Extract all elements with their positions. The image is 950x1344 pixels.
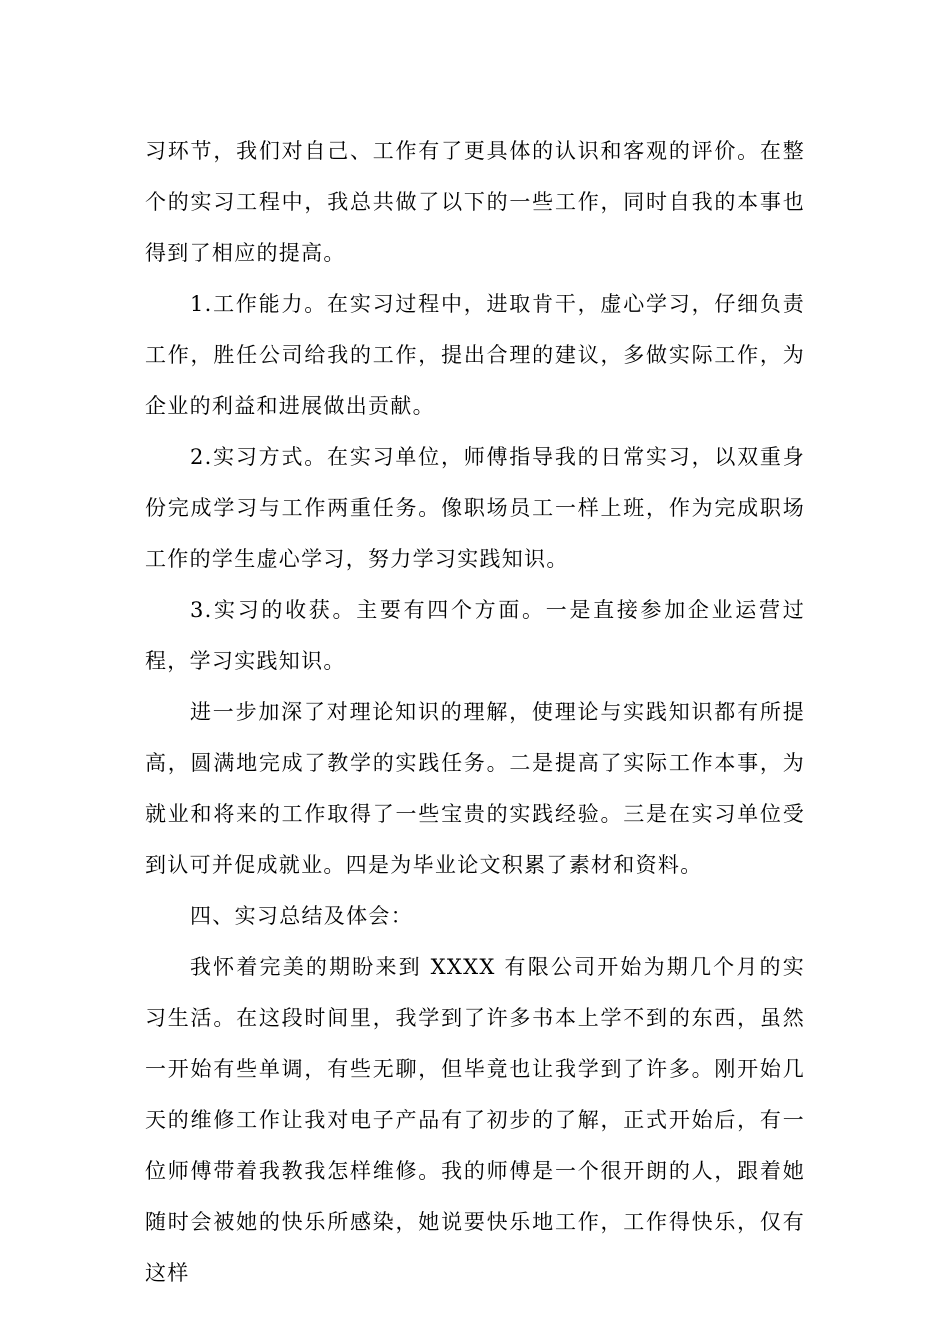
section-heading-summary: 四、实习总结及体会： [190,904,413,928]
document-body [145,126,805,1299]
paragraph-further-understanding: 进一步加深了对理论知识的理解，使理论与实践知识都有所提高，圆满地完成了教学的实践任务。二是提高了实际工作本事，为就业和将来的工作取得了一些宝贵的实践经验。三是在实习单位受到认可并促成就业。四是为毕业论文积累了素材和资料。 [145,700,805,877]
paragraph-internship-gains: 3.实习的收获。主要有四个方面。一是直接参加企业运营过程，学习实践知识。 [145,598,805,673]
paragraph-internship-method: 2.实习方式。在实习单位，师傅指导我的日常实习，以双重身份完成学习与工作两重任务。像职场员工一样上班，作为完成职场工作的学生虚心学习，努力学习实践知识。 [145,445,805,571]
paragraph-work-ability: 1.工作能力。在实习过程中，进取肯干，虚心学习，仔细负责工作，胜任公司给我的工作，提出合理的建议，多做实际工作，为企业的利益和进展做出贡献。 [145,292,805,418]
paragraph-experience: 我怀着完美的期盼来到 XXXX 有限公司开始为期几个月的实习生活。在这段时间里，我学到了许多书本上学不到的东西，虽然一开始有些单调，有些无聊，但毕竟也让我学到了许多。刚开始几天的维修工作让我对电子产品有了初步的了解，正式开始后，有一位师傅带着我教我怎样维修。我的师傅是一个很开朗的人，跟着她随时会被她的快乐所感染，她说要快乐地工作，工作得快乐，仅有这样 [145,955,805,1285]
paragraph-intro: 习环节，我们对自己、工作有了更具体的认识和客观的评价。在整个的实习工程中，我总共做了以下的一些工作，同时自我的本事也得到了相应的提高。 [145,139,805,265]
